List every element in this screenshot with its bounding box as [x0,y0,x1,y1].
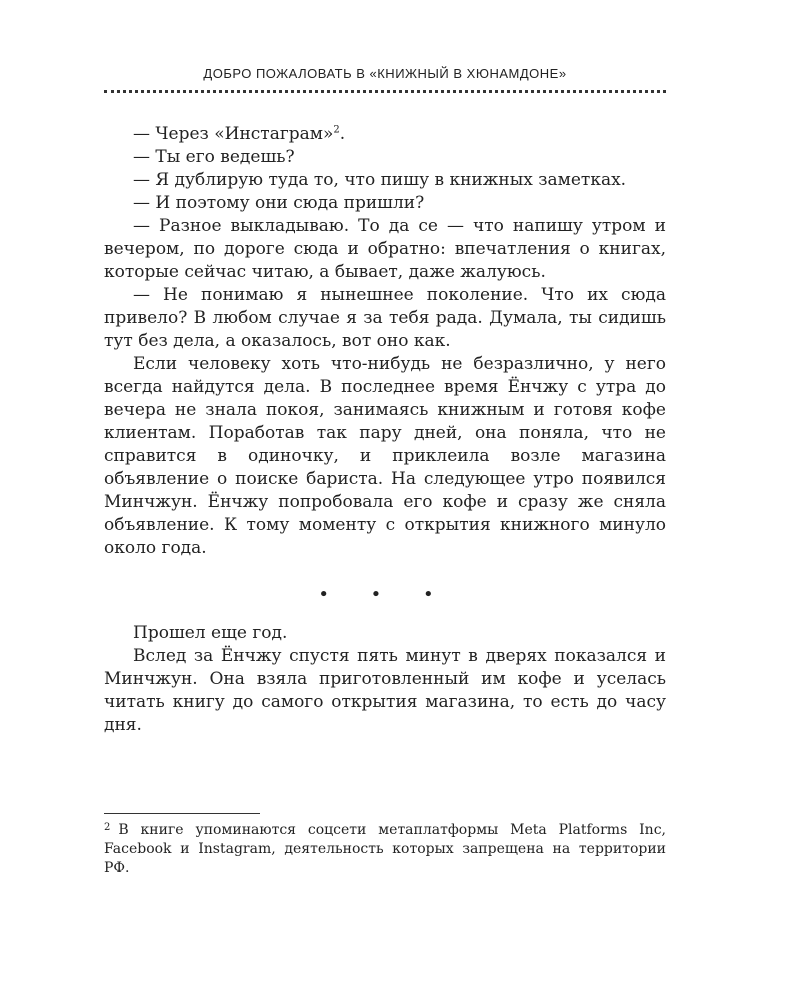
footnote [104,818,666,878]
paragraph: — Не понимаю я нынешнее поколение. Что их сюда привело? В любом случае я за тебя рада. Думала, ты сидишь тут без дела, а оказалось, вот оно как. [104,285,666,351]
paragraph: Вслед за Ёнчжу спустя пять минут в дверях показался и Минчжун. Она взяла приготовленный им кофе и уселась читать книгу до самого открытия магазина, то есть до часу дня. [104,646,666,735]
paragraph [104,123,666,146]
paragraph: Прошел еще год. [133,623,288,643]
footnote-reference[interactable]: 2 [333,124,340,136]
paragraph-text: — Через «Инстаграм» [133,124,334,144]
paragraph: Если человеку хоть что-нибудь не безразлично, у него всегда найдутся дела. В последнее время Ёнчжу с утра до вечера не знала покоя, занимаясь книжным и готовя кофе клиентам. Поработав так пару дней, она поняла, что не справится в одиночку, и приклеила возле магазина объявление о поиске бариста. На следующее утро появился Минчжун. Ёнчжу попробовала его кофе и сразу же сняла объявление. К тому моменту с открытия книжного минуло около года. [104,354,666,558]
paragraph: — Ты его ведешь? [133,147,295,167]
footnote-text: В книге упоминаются соцсети метаплатформы Meta Platforms Inc, Facebook и Instagram, деятельность которых запрещена на территории РФ. [104,822,666,876]
running-header: ДОБРО ПОЖАЛОВАТЬ В «КНИЖНЫЙ В ХЮНАМДОНЕ» [203,66,567,81]
section-break: • • • [318,584,452,605]
paragraph-punctuation: . [339,124,346,144]
footnote-rule [104,813,260,814]
continuation-text [104,622,666,737]
header-dotted-rule [104,90,666,93]
footnote-number: 2 [104,822,111,833]
paragraph: — Разное выкладываю. То да се — что напишу утром и вечером, по дороге сюда и обратно: впечатления о книгах, которые сейчас читаю, а бывает, даже жалуюсь. [104,216,666,282]
main-text [104,123,666,560]
paragraph: — И поэтому они сюда пришли? [133,193,425,213]
paragraph: — Я дублирую туда то, что пишу в книжных заметках. [133,170,627,190]
